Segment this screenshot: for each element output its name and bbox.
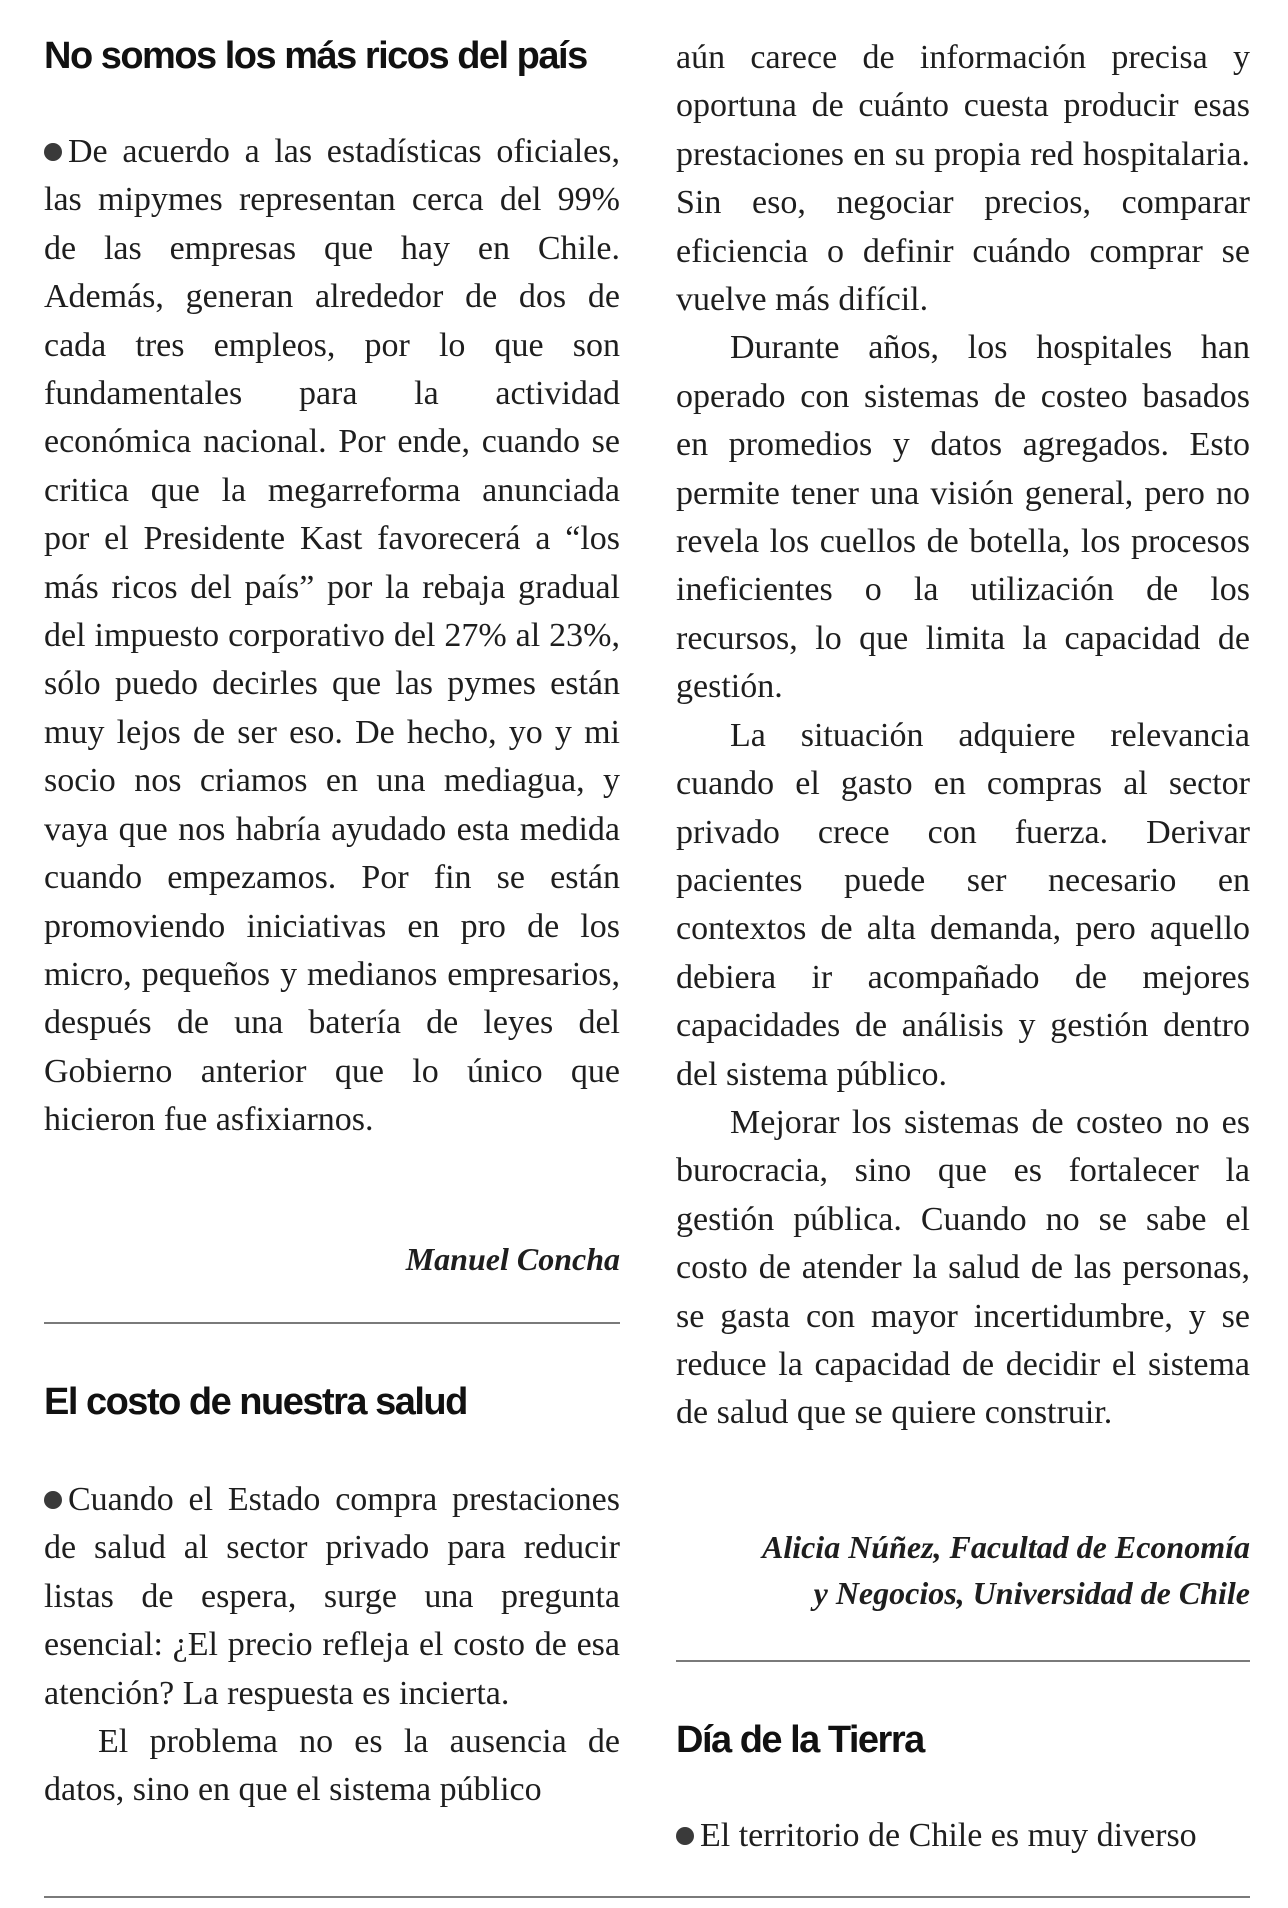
article-title: Día de la Tierra <box>676 1719 924 1761</box>
article-paragraph <box>44 1476 620 1718</box>
signature-line: Alicia Núñez, Facultad de Economía <box>761 1529 1250 1565</box>
article-body-continued <box>676 34 1250 1438</box>
article-title: El costo de nuestra salud <box>44 1381 467 1423</box>
bullet-icon <box>44 1491 62 1509</box>
article-body <box>676 1812 1250 1860</box>
article-body-text: El territorio de Chile es muy diverso <box>700 1817 1197 1854</box>
article-paragraph: aún carece de información precisa y oportuna de cuánto cuesta producir esas prestaciones en su propia red hospitalaria. Sin eso, negociar precios, comparar eficiencia o definir cuándo comprar se vuelve más difícil. <box>676 39 1250 319</box>
bottom-rule <box>44 1896 1250 1898</box>
article-paragraph: Durante años, los hospitales han operado con sistemas de costeo basados en promedios y datos agregados. Esto permite tener una visión general, pero no revela los cuellos de botella, los procesos ineficientes o la utilización de los recursos, lo que limita la capacidad de gestión. <box>676 329 1250 706</box>
article-paragraph-text: Cuando el Estado compra prestaciones de salud al sector privado para reducir listas de espera, surge una pregunta esencial: ¿El precio refleja el costo de esa atención? La respuesta es incierta. <box>44 1481 620 1712</box>
article-body <box>44 1476 620 1815</box>
article-signature: Manuel Concha <box>405 1241 620 1277</box>
signature-line: y Negocios, Universidad de Chile <box>813 1575 1250 1611</box>
section-divider <box>44 1322 620 1324</box>
article-title: No somos los más ricos del país <box>44 35 587 77</box>
article-paragraph: La situación adquiere relevancia cuando el gasto en compras al sector privado crece con fuerza. Derivar pacientes puede ser necesario en contextos de alta demanda, pero aquello debiera ir acompañado de mejores capacidades de análisis y gestión dentro del sistema público. <box>676 716 1250 1093</box>
article-body <box>44 128 620 1145</box>
article-signature <box>676 1524 1250 1616</box>
article-body-text: De acuerdo a las estadísticas oficiales, las mipymes representan cerca del 99% de las empresas que hay en Chile. Además, generan alrededor de dos de cada tres empleos, por lo que son fundamentales para la actividad económica nacional. Por ende, cuando se critica que la megarreforma anunciada por el Presidente Kast favorecerá a “los más ricos del país” por la rebaja gradual del impuesto corporativo del 27% al 23%, sólo puedo decirles que las pymes están muy lejos de ser eso. De hecho, yo y mi socio nos criamos en una mediagua, y vaya que nos habría ayudado esta medida cuando empezamos. Por fin se están promoviendo iniciativas en pro de los micro, pequeños y medianos empresarios, después de una batería de leyes del Gobierno anterior que lo único que hicieron fue asfixiarnos. <box>44 133 620 1139</box>
article-paragraph: El problema no es la ausencia de datos, sino en que el sistema público <box>44 1723 620 1809</box>
bullet-icon <box>44 143 62 161</box>
article-paragraph: Mejorar los sistemas de costeo no es burocracia, sino que es fortalecer la gestión pública. Cuando no se sabe el costo de atender la salud de las personas, se gasta con mayor incertidumbre, y se reduce la capacidad de decidir el sistema de salud que se quiere construir. <box>676 1103 1250 1432</box>
bullet-icon <box>676 1827 694 1845</box>
section-divider <box>676 1660 1250 1662</box>
